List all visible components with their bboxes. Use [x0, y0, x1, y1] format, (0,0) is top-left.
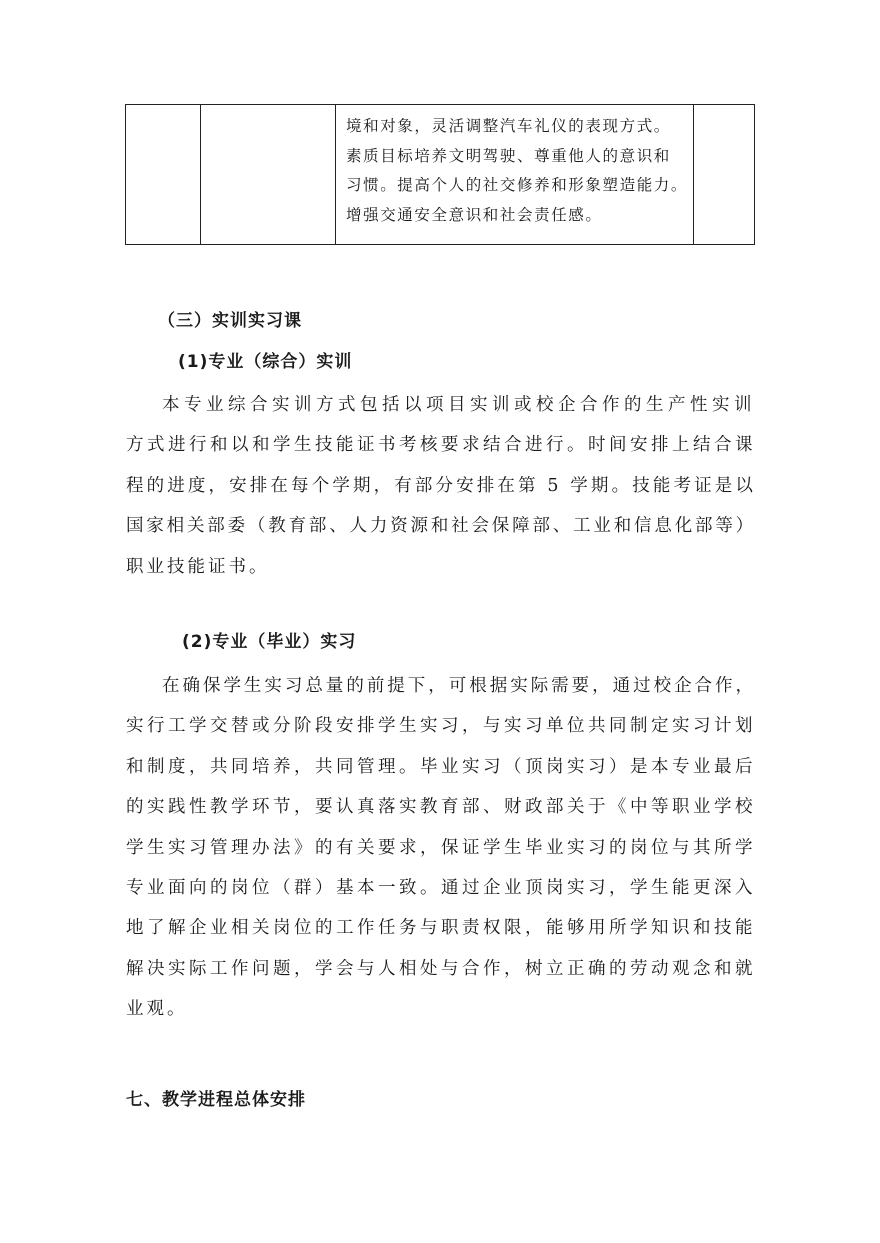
cell-line: 增强交通安全意识和社会责任感。	[346, 205, 603, 224]
text-line: 本专业综合实训方式包括以项目实训或校企合作的生产性实训	[162, 395, 756, 415]
text-line: 学生实习管理办法》的有关要求，保证学生毕业实习的岗位与其所学	[126, 837, 756, 858]
text-line: 解决实际工作问题，学会与人相处与合作，树立正确的劳动观念和就	[126, 958, 756, 979]
section-heading-teaching-schedule: 七、教学进程总体安排	[126, 1090, 306, 1110]
text-line: 的实践性教学环节，要认真落实教育部、财政部关于《中等职业学校	[126, 797, 756, 818]
paragraph-graduation-internship	[126, 666, 756, 1030]
table-cell-empty	[694, 105, 755, 245]
cell-line: 境和对象，灵活调整汽车礼仪的表现方式。	[346, 117, 671, 135]
table-cell-empty	[126, 105, 201, 245]
course-table-continuation	[125, 104, 755, 245]
text-line: 专业面向的岗位（群）基本一致。通过企业顶岗实习，学生能更深入	[126, 878, 756, 899]
text-line: 和制度，共同培养，共同管理。毕业实习（顶岗实习）是本专业最后	[126, 756, 756, 777]
text-line: 国家相关部委（教育部、人力资源和社会保障部、工业和信息化部等）	[126, 516, 756, 537]
section-heading-practical-training: （三）实训实习课	[158, 311, 302, 331]
text-line: 实行工学交替或分阶段安排学生实习，与实习单位共同制定实习计划	[126, 716, 756, 737]
subsection-heading-comprehensive-training: (1)专业（综合）实训	[178, 352, 353, 372]
cell-line: 习惯。提高个人的社交修养和形象塑造能力。	[346, 176, 689, 194]
table-row	[126, 105, 755, 245]
table-cell-empty	[201, 105, 336, 245]
subsection-heading-graduation-internship: (2)专业（毕业）实习	[182, 632, 357, 652]
cell-line: 素质目标培养文明驾驶、尊重他人的意识和	[346, 146, 671, 165]
table-cell-description	[336, 105, 694, 245]
text-line: 程的进度，安排在每个学期，有部分安排在第 5 学期。技能考证是以	[126, 475, 756, 496]
text-line: 方式进行和以和学生技能证书考核要求结合进行。时间安排上结合课	[126, 435, 756, 456]
text-line: 地了解企业相关岗位的工作任务与职责权限，能够用所学知识和技能	[126, 918, 756, 939]
text-line: 职业技能证书。	[126, 556, 270, 577]
paragraph-comprehensive-training	[126, 385, 756, 587]
text-line: 业观。	[126, 999, 188, 1020]
text-line: 在确保学生实习总量的前提下，可根据实际需要，通过校企合作，	[162, 676, 756, 696]
